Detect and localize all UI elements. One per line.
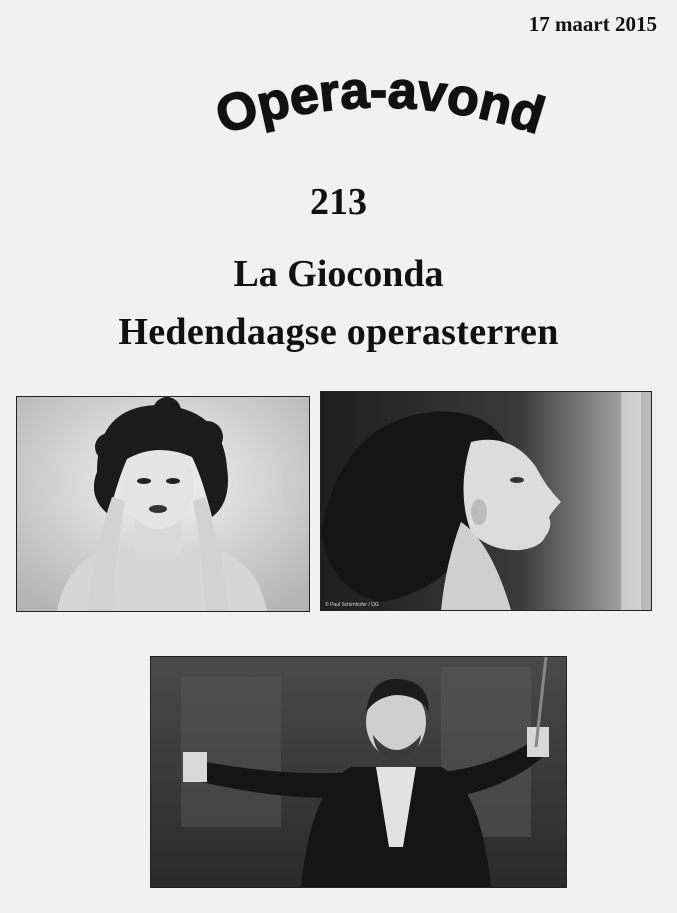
opera-title: La Gioconda	[233, 253, 444, 295]
series-title-text: Opera-avond	[209, 61, 551, 146]
issue-date: 17 maart 2015	[528, 12, 657, 36]
theme-title: Hedendaagse operasterren	[118, 311, 559, 353]
photo-profile-woman	[320, 391, 652, 611]
photo-copyright: © Paul Schirnhofer / DG	[325, 602, 379, 608]
photo-male-singer	[150, 656, 567, 888]
photo-portrait-woman-curly-hair	[16, 396, 310, 612]
series-title	[120, 60, 640, 190]
issue-number: 213	[310, 181, 367, 223]
